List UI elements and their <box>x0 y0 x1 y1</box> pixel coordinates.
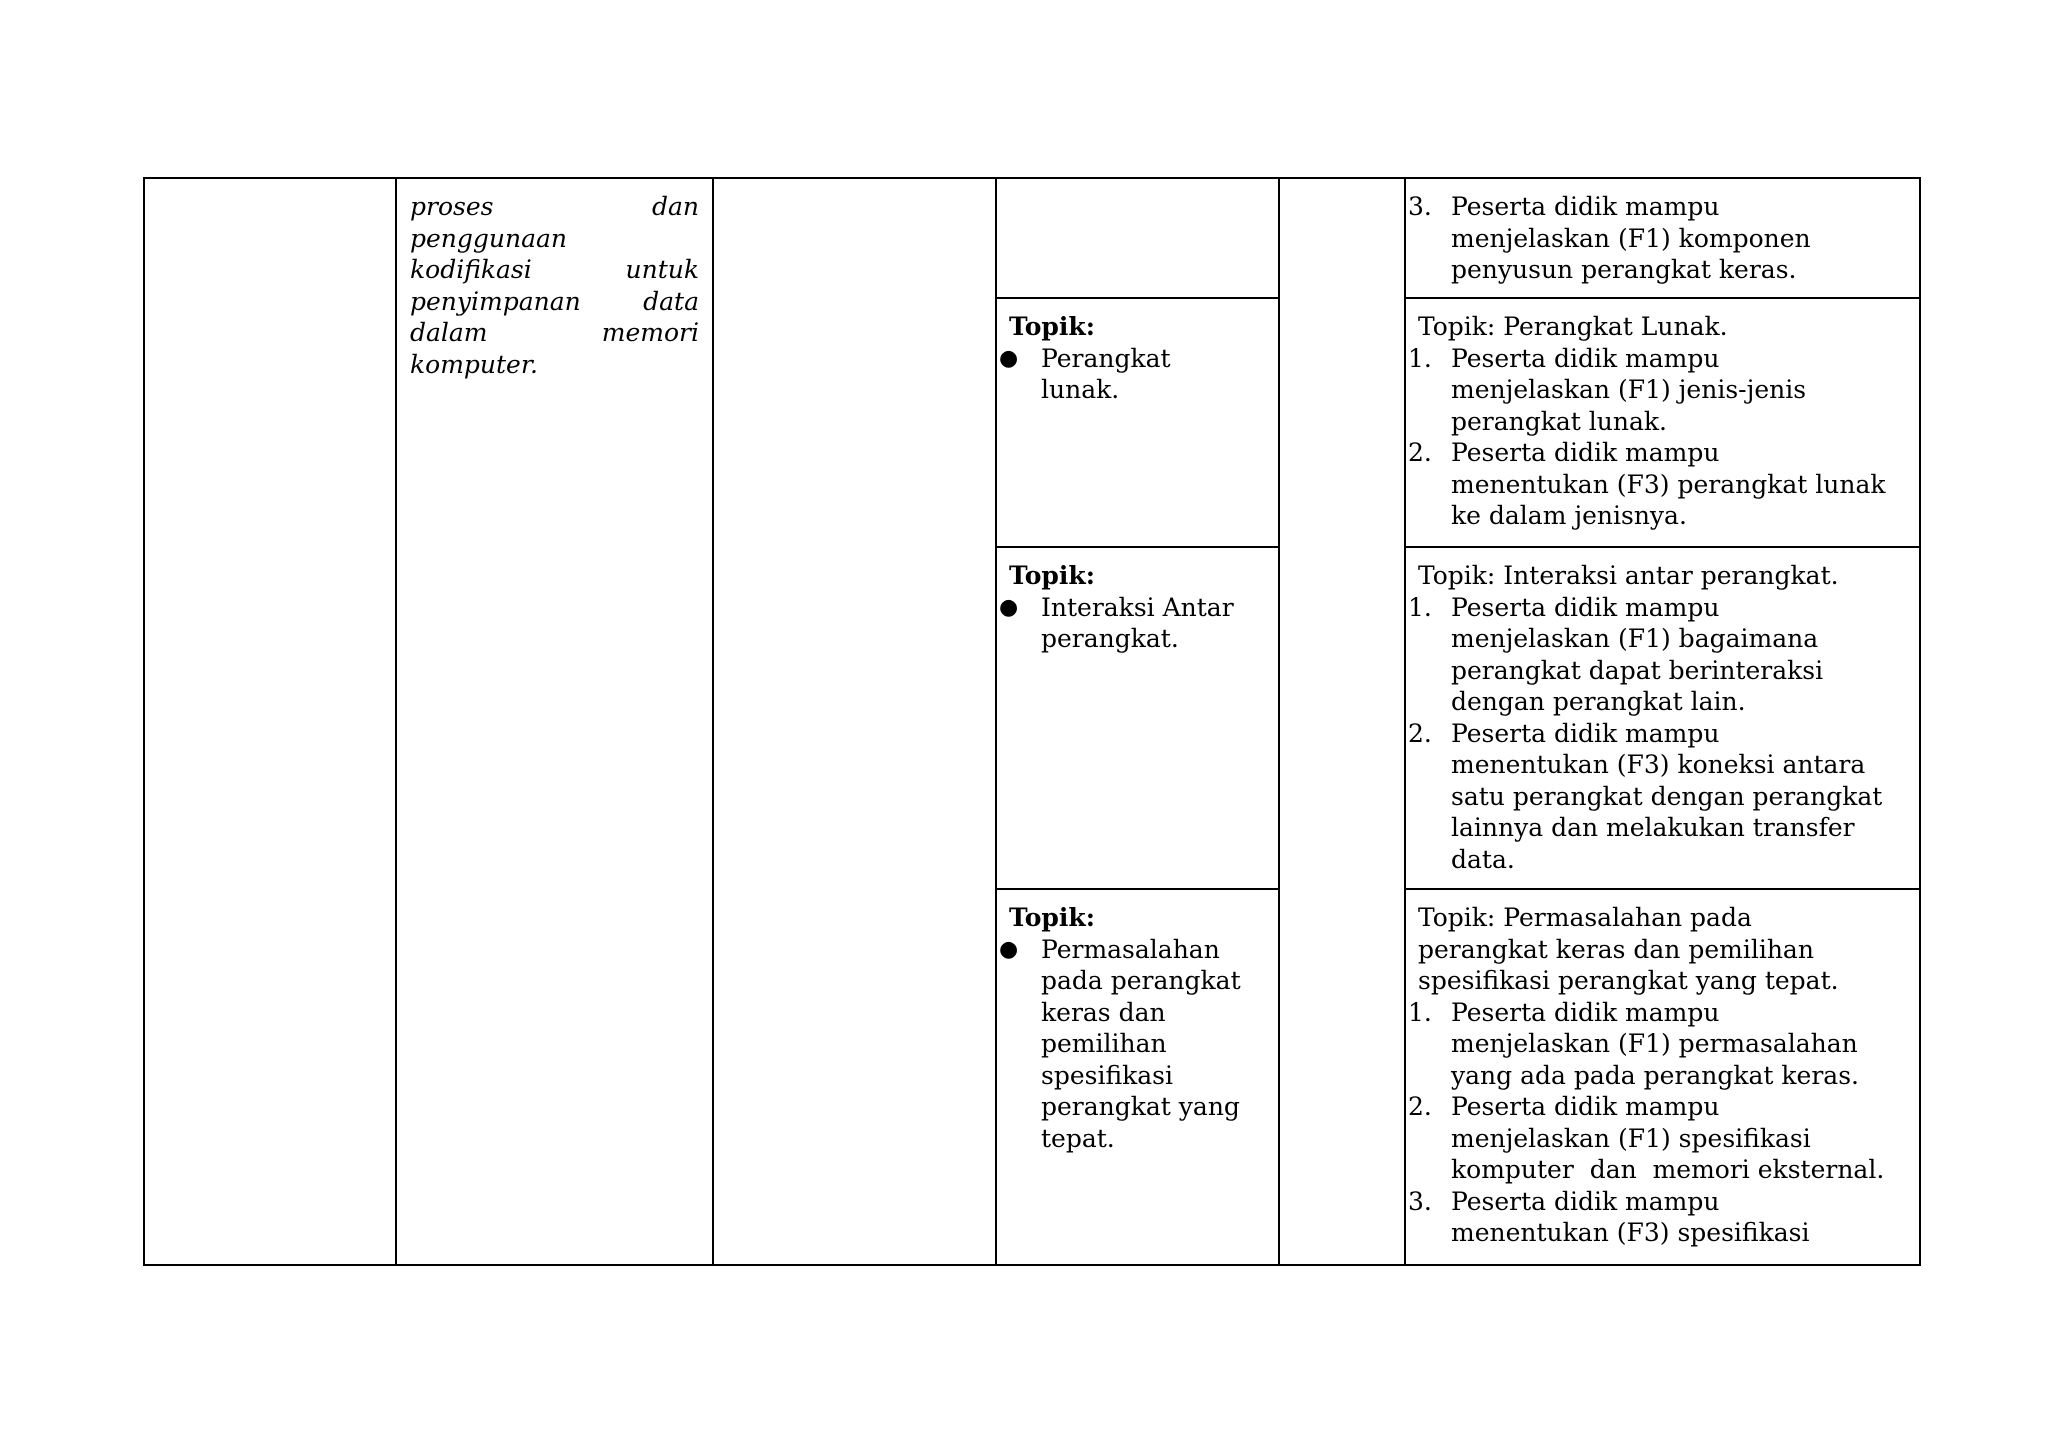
objectives-heading: Topik: Perangkat Lunak. <box>1418 312 1728 341</box>
learning-objective-text <box>397 179 712 380</box>
topic-cell <box>996 889 1279 1265</box>
numbered-item: 2. Peserta didik mampu menentukan (F3) koneksi antara satu perangkat dengan perangkat lainnya dan melakukan transfer data. <box>1408 718 1883 874</box>
topic-label: Topik: <box>1009 312 1095 341</box>
text-line: penggunaan <box>410 223 568 253</box>
text-line: proses dan <box>410 192 699 221</box>
bullet-item: ● Permasalahan pada perangkat keras dan pemilihan spesifikasi perangkat yang tepat. <box>999 934 1241 1153</box>
lesson-plan-table <box>143 177 1921 1266</box>
numbered-item: 1. Peserta didik mampu menjelaskan (F1) bagaimana perangkat dapat berinteraksi dengan perangkat lain. <box>1408 592 1824 716</box>
bullet-icon: ● <box>999 594 1019 620</box>
text-line: penyimpanan data <box>410 286 699 316</box>
objectives-cell <box>1405 178 1920 298</box>
table-row <box>144 178 1920 298</box>
numbered-item: 2. Peserta didik mampu menjelaskan (F1) spesifikasi komputer dan memori eksternal. <box>1408 1092 1885 1184</box>
text-line: komputer. <box>410 349 539 379</box>
objectives-cell <box>1405 547 1920 889</box>
numbered-item: 1. Peserta didik mampu menjelaskan (F1) permasalahan yang ada pada perangkat keras. <box>1408 997 1859 1090</box>
objectives-heading: Topik: Permasalahan pada perangkat keras dan pemilihan spesifikasi perangkat yang tepat. <box>1418 903 1839 995</box>
topic-label: Topik: <box>1009 903 1095 932</box>
text-line: dalam memori <box>410 318 699 347</box>
empty-cell-col3 <box>713 178 996 1265</box>
numbered-item: 3. Peserta didik mampu menentukan (F3) spesifikasi <box>1408 1186 1810 1247</box>
objectives-heading: Topik: Interaksi antar perangkat. <box>1418 561 1839 590</box>
learning-objective-cell <box>396 178 713 1265</box>
topic-cell <box>996 298 1279 547</box>
numbered-item: 1. Peserta didik mampu menjelaskan (F1) jenis-jenis perangkat lunak. <box>1408 343 1807 436</box>
bullet-item: ● Perangkat lunak. <box>999 343 1171 404</box>
bullet-item: ● Interaksi Antar perangkat. <box>999 592 1234 653</box>
topic-label: Topik: <box>1009 561 1095 590</box>
topic-cell-empty <box>996 178 1279 298</box>
empty-cell-col1 <box>144 178 396 1265</box>
text-line: kodifikasi untuk <box>410 255 699 284</box>
numbered-item: 3. Peserta didik mampu menjelaskan (F1) komponen penyusun perangkat keras. <box>1408 192 1811 284</box>
objectives-cell <box>1405 889 1920 1265</box>
objectives-cell <box>1405 298 1920 547</box>
empty-cell-col5 <box>1279 178 1405 1265</box>
topic-cell <box>996 547 1279 889</box>
bullet-icon: ● <box>999 936 1019 962</box>
numbered-item: 2. Peserta didik mampu menentukan (F3) perangkat lunak ke dalam jenisnya. <box>1408 438 1886 530</box>
bullet-icon: ● <box>999 345 1019 371</box>
